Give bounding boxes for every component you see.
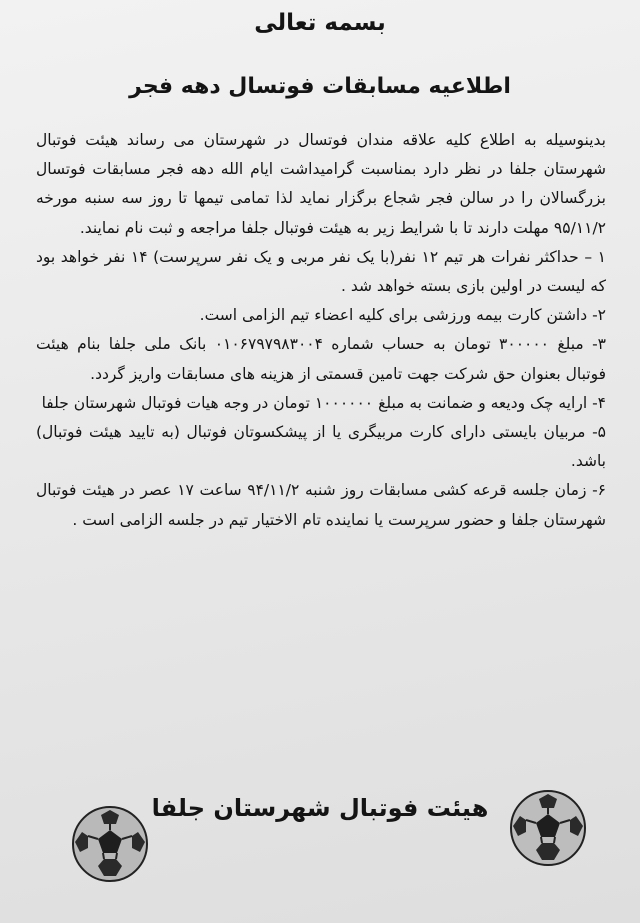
- condition-4: ۴- ارایه چک ودیعه و ضمانت به مبلغ ۱۰۰۰۰۰۰ تومان در وجه هیات فوتبال شهرستان جلفا: [41, 393, 606, 412]
- header-basmala: بسمه تعالی: [254, 10, 386, 36]
- condition-3: ۳- مبلغ ۳۰۰۰۰۰ تومان به حساب شماره ۰۱۰۶۷۹۷۹۸۳۰۰۴ بانک ملی جلفا بنام هیئت فوتبال بعنوان حق شرکت جهت تامین قسمتی از هزینه های مسابقات واریز گردد.: [36, 335, 606, 383]
- football-icon: [70, 804, 150, 884]
- footer: [0, 788, 640, 878]
- condition-1: ۱ – حداکثر نفرات هر تیم ۱۲ نفر(با یک نفر مربی و یک نفر سرپرست) ۱۴ نفر خواهد بود که لیست در اولین بازی بسته خواهد شد .: [36, 247, 606, 296]
- condition-6: ۶- زمان جلسه قرعه کشی مسابقات روز شنبه ۹۴/۱۱/۲ ساعت ۱۷ عصر در هیئت فوتبال شهرستان جلفا و حضور سرپرست یا نماینده تام الاختیار تیم در جلسه الزامی است .: [36, 481, 606, 529]
- page-title: اطلاعیه مسابقات فوتسال دهه فجر: [129, 74, 511, 99]
- condition-2: ۲- داشتن کارت بیمه ورزشی برای کلیه اعضاء تیم الزامی است.: [199, 306, 606, 325]
- intro-paragraph: بدینوسیله به اطلاع کلیه علاقه مندان فوتسال در شهرستان می رساند هیئت فوتبال شهرستان جلفا در نظر دارد بمناسبت گرامیداشت ایام الله دهه فجر مسابقات فوتسال بزرگسالان را در سالن فجر شجاع برگزار نماید لذا تمامی تیمها تا روز سه سنبه مورخه ۹۵/۱۱/۲ مهلت دارند تا با شرایط زیر به هیئت فوتبال جلفا مراجعه و ثبت نام نمایند.: [36, 131, 606, 237]
- notice-body: [36, 126, 606, 535]
- organization-signature: هیئت فوتبال شهرستان جلفا: [151, 794, 489, 822]
- football-icon: [508, 788, 588, 868]
- condition-5: ۵- مربیان بایستی دارای کارت مربیگری یا از پیشکسوتان فوتبال (به تایید هیئت فوتبال) باشد.: [36, 423, 606, 471]
